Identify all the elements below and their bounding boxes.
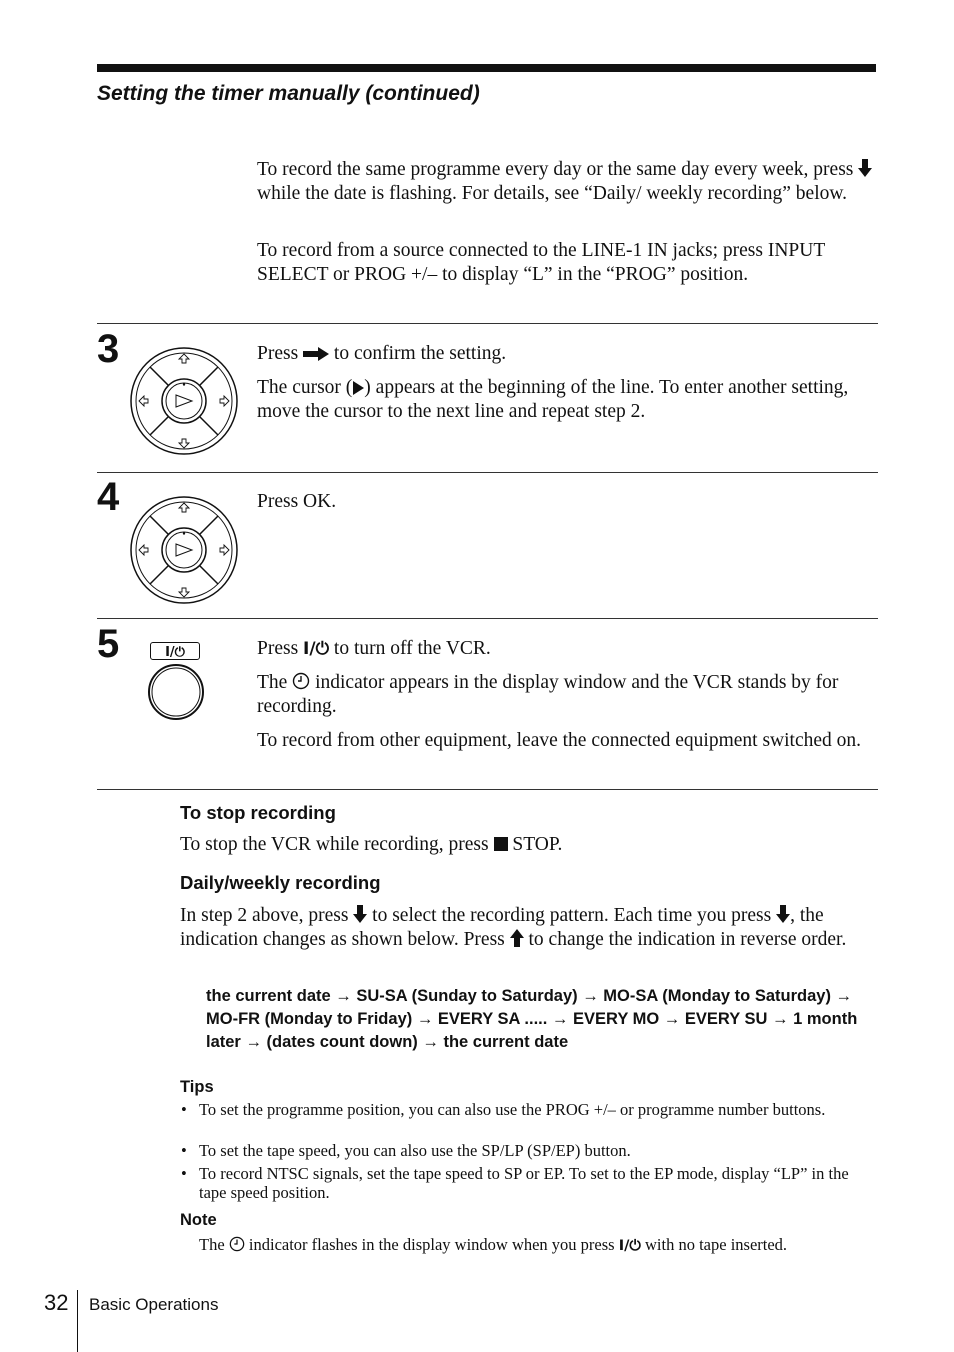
timer-clock-icon <box>229 1236 245 1252</box>
step-3-paragraph-1: Press to confirm the setting. <box>257 343 507 364</box>
sequence-item: MO-SA (Monday to Saturday) <box>603 987 831 1005</box>
cursor-pad-icon <box>129 495 239 605</box>
cursor-triangle-icon <box>352 381 364 395</box>
stop-recording-title: To stop recording <box>180 802 336 823</box>
step-5-paragraph-2: The indicator appears in the display window and the VCR stands by for recording. <box>257 672 839 717</box>
step-number: 4 <box>97 475 120 519</box>
section-divider <box>97 789 878 790</box>
down-arrow-icon <box>858 159 872 177</box>
sequence-item: the current date <box>206 987 331 1005</box>
step-number: 5 <box>97 622 120 666</box>
power-button-label: I/⏻ <box>150 642 200 660</box>
sequence-item: EVERY SU <box>684 1010 768 1028</box>
sequence-item: MO-FR (Monday to Friday) <box>206 1010 413 1028</box>
tip-item: • To set the programme position, you can also use the PROG +/– or programme number buttons. <box>181 1100 826 1119</box>
step-divider <box>97 472 878 473</box>
stop-recording-text: To stop the VCR while recording, press STOP. <box>180 834 563 855</box>
header-rule <box>97 64 876 72</box>
power-symbol: I/⏻ <box>618 1238 641 1254</box>
power-symbol: I/⏻ <box>303 639 330 659</box>
sequence-item: 1 month later <box>206 1010 858 1051</box>
power-button-icon <box>147 663 205 721</box>
step-5-paragraph-3: To record from other equipment, leave the connected equipment switched on. <box>257 730 862 751</box>
step-number: 3 <box>97 327 120 371</box>
tips-title: Tips <box>180 1078 214 1096</box>
sequence-item: EVERY SA ..... <box>437 1010 548 1028</box>
up-arrow-icon <box>510 929 524 947</box>
stop-square-icon <box>494 837 508 851</box>
daily-weekly-text: In step 2 above, press to select the recording pattern. Each time you press , the indication changes as shown below. Press to change the indication in reverse order. <box>180 905 847 950</box>
right-arrow-icon <box>303 347 329 361</box>
down-arrow-icon <box>776 905 790 923</box>
note-title: Note <box>180 1211 217 1229</box>
daily-weekly-title: Daily/weekly recording <box>180 872 381 893</box>
step-3-paragraph-2: The cursor ( ) appears at the beginning of the line. To enter another setting, move the cursor to the next line and repeat step 2. <box>257 377 849 422</box>
tip-item: • To set the tape speed, you can also use the SP/LP (SP/EP) button. <box>181 1141 631 1160</box>
intro-paragraph-1: To record the same programme every day or the same day every week, press while the date is flashing. For details, see “Daily/ weekly recording” below. <box>257 158 877 205</box>
note-text: The indicator flashes in the display window when you press I/⏻ with no tape inserted. <box>199 1235 788 1254</box>
sequence-item: the current date <box>443 1033 569 1051</box>
page-number: 32 <box>44 1290 69 1315</box>
down-arrow-icon <box>353 905 367 923</box>
intro-paragraph-2: To record from a source connected to the LINE-1 IN jacks; press INPUT SELECT or PROG +/– to display “L” in the “PROG” position. <box>257 240 825 285</box>
timer-clock-icon <box>292 672 310 690</box>
sequence-item: SU-SA (Sunday to Saturday) <box>356 987 578 1005</box>
footer-divider <box>77 1290 78 1352</box>
section-name: Basic Operations <box>89 1295 219 1314</box>
step-divider <box>97 618 878 619</box>
page-heading: Setting the timer manually (continued) <box>97 82 480 105</box>
tip-item: • To record NTSC signals, set the tape speed to SP or EP. To set to the EP mode, display “LP” in the tape speed position. <box>181 1164 849 1202</box>
cursor-pad-icon <box>129 346 239 456</box>
recording-pattern-sequence: the current date → SU-SA (Sunday to Saturday) → MO-SA (Monday to Saturday) → MO-FR (Monday to Friday) → EVERY SA ..... → EVERY MO → EVERY SU → 1 month later → (dates count down) → the current date <box>206 987 858 1051</box>
step-divider <box>97 323 878 324</box>
sequence-item: (dates count down) <box>266 1033 418 1051</box>
sequence-item: EVERY MO <box>573 1010 660 1028</box>
step-5-paragraph-1: Press I/⏻ to turn off the VCR. <box>257 638 491 659</box>
step-4-paragraph-1: Press OK. <box>257 491 337 512</box>
